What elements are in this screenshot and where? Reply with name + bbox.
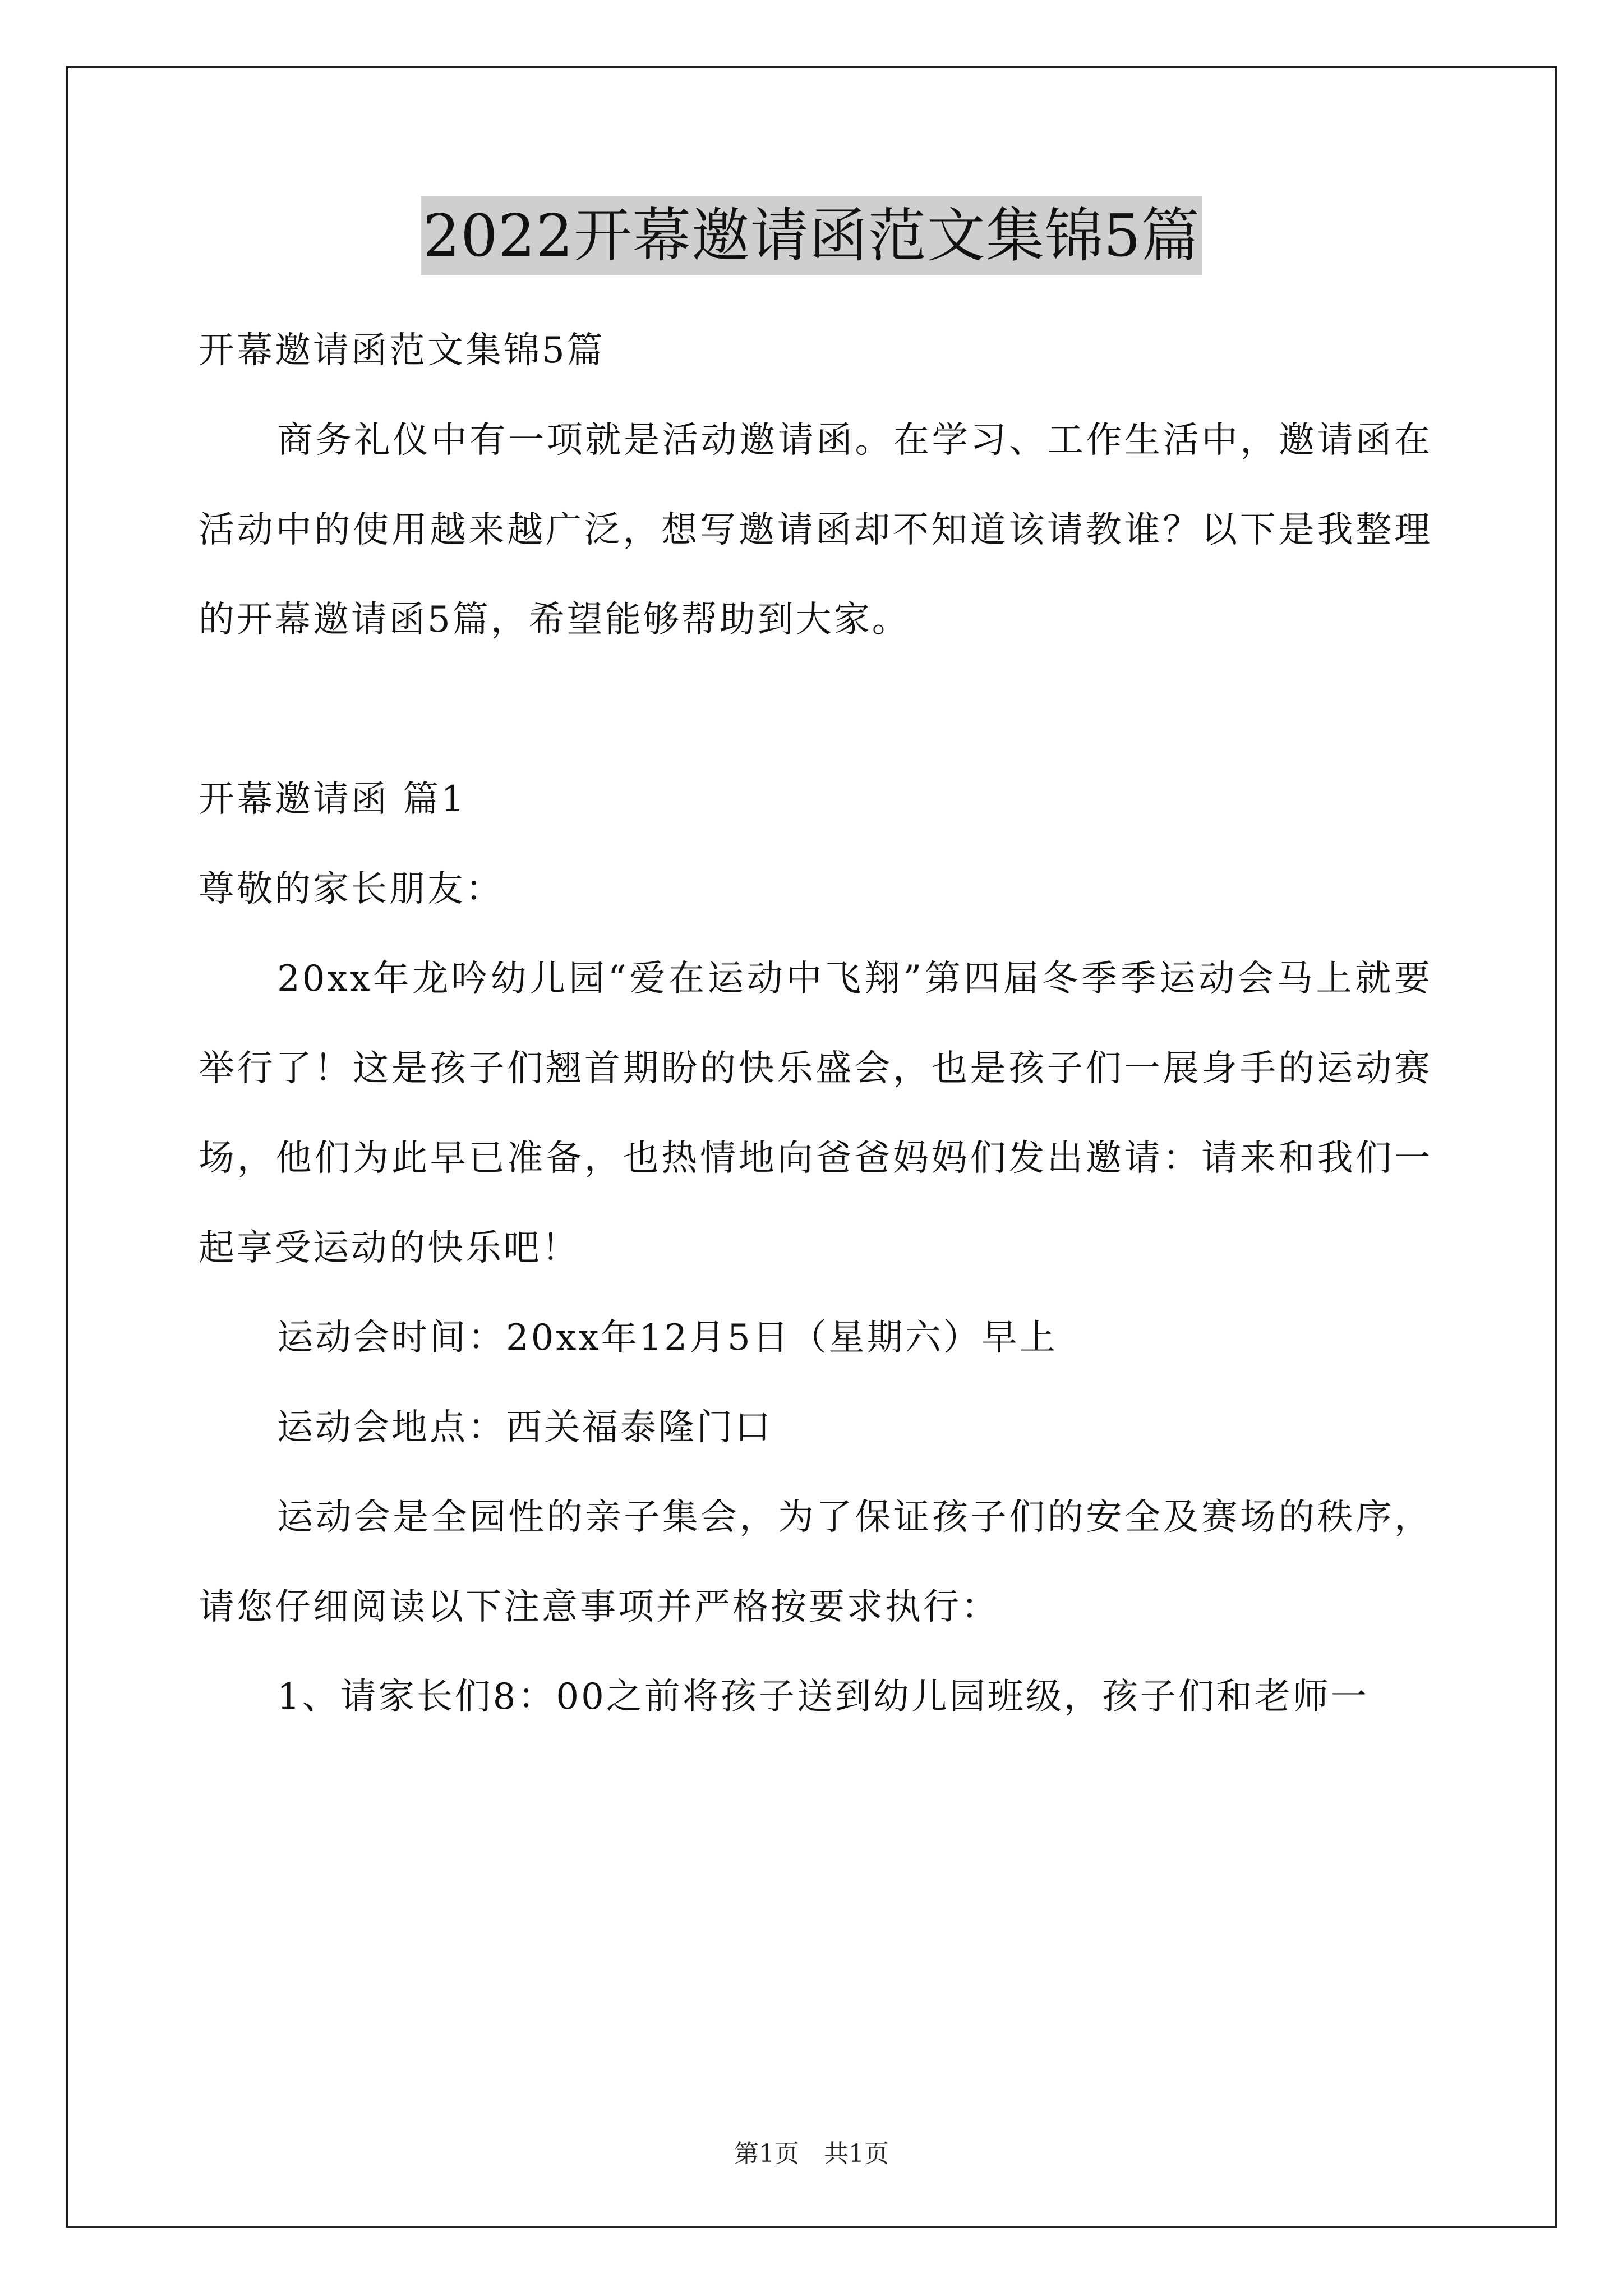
document-body <box>199 306 1432 1742</box>
event-time: 运动会时间：20xx年12月5日（星期六）早上 <box>277 1317 1058 1359</box>
intro-paragraph: 商务礼仪中有一项就是活动邀请函。在学习、工作生活中，邀请函在活动中的使用越来越广泛，想写邀请函却不知道该请教谁？以下是我整理的开幕邀请函5篇，希望能够帮助到大家。 <box>199 420 1432 641</box>
notice-item: 1、请家长们8：00之前将孩子送到幼儿园班级，孩子们和老师一 <box>277 1676 1369 1718</box>
body-paragraph: 运动会是全园性的亲子集会，为了保证孩子们的安全及赛场的秩序，请您仔细阅读以下注意事项并严格按要求执行： <box>199 1497 1432 1628</box>
document-title: 2022开幕邀请函范文集锦5篇 <box>421 196 1202 275</box>
section-heading: 开幕邀请函 篇1 <box>199 779 467 820</box>
page-footer: 第1页 共1页 <box>734 2139 889 2168</box>
title-container <box>0 196 1623 275</box>
subtitle-paragraph: 开幕邀请函范文集锦5篇 <box>199 330 605 371</box>
salutation: 尊敬的家长朋友： <box>199 868 504 910</box>
event-location: 运动会地点：西关福泰隆门口 <box>277 1407 773 1448</box>
body-paragraph: 20xx年龙吟幼儿园“爱在运动中飞翔”第四届冬季季运动会马上就要举行了！这是孩子们翘首期盼的快乐盛会，也是孩子们一展身手的运动赛场，他们为此早已准备，也热情地向爸爸妈妈们发出邀请：请来和我们一起享受运动的快乐吧！ <box>199 958 1432 1269</box>
